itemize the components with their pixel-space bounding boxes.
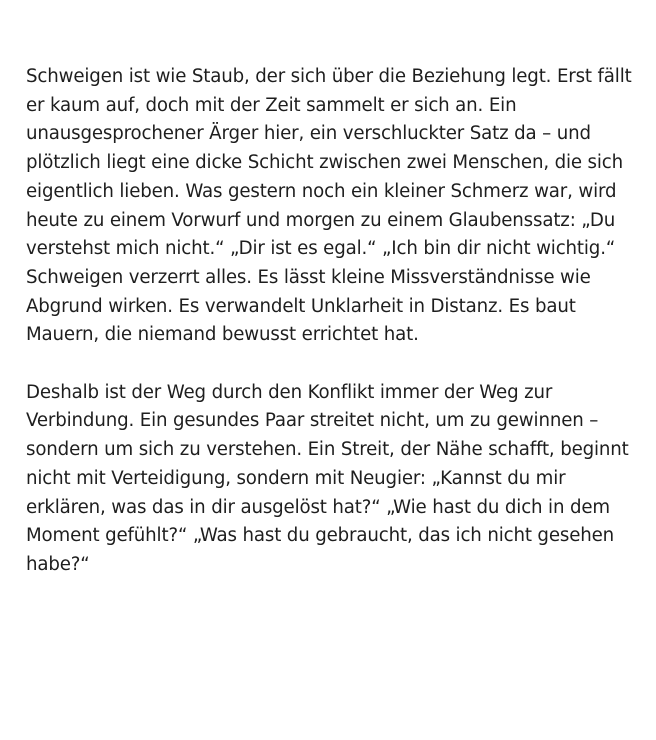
article-body xyxy=(26,63,638,580)
paragraph-conflict: Deshalb ist der Weg durch den Konflikt immer der Weg zur Verbindung. Ein gesundes Paar streitet nicht, um zu gewinnen – sondern um sich zu verstehen. Ein Streit, der Nähe schafft, beginnt nicht mit Verteidigung, sondern mit Neugier: „Kannst du mir erklären, was das in dir ausgelöst hat?“ „Wie hast du dich in dem Moment gefühlt?“ „Was hast du gebraucht, das ich nicht gesehen habe?“ xyxy=(26,381,629,575)
paragraph-silence: Schweigen ist wie Staub, der sich über die Beziehung legt. Erst fällt er kaum auf, doch mit der Zeit sammelt er sich an. Ein unausgesprochener Ärger hier, ein verschluckter Satz da – und plötzlich liegt eine dicke Schicht zwischen zwei Menschen, die sich eigentlich lieben. Was gestern noch ein kleiner Schmerz war, wird heute zu einem Vorwurf und morgen zu einem Glaubenssatz: „Du verstehst mich nicht.“ „Dir ist es egal.“ „Ich bin dir nicht wichtig.“ Schweigen verzerrt alles. Es lässt kleine Missverständnisse wie Abgrund wirken. Es verwandelt Unklarheit in Distanz. Es baut Mauern, die niemand bewusst errichtet hat. xyxy=(26,66,632,346)
